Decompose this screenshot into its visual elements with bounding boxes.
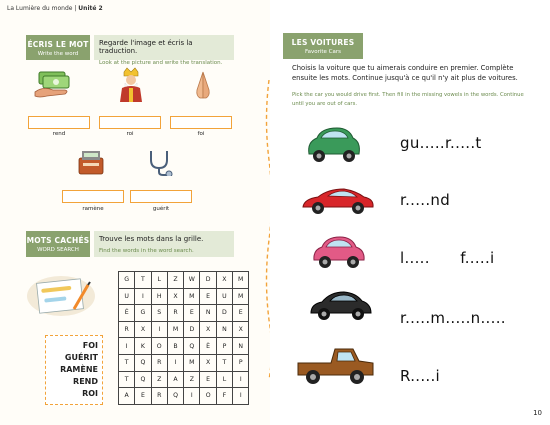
grid-cell[interactable]: O <box>200 388 216 405</box>
grid-cell[interactable]: W <box>184 272 200 289</box>
grid-cell[interactable]: X <box>200 321 216 338</box>
answer-box-foi[interactable] <box>170 116 232 129</box>
grid-cell[interactable]: L <box>151 272 167 289</box>
grid-cell[interactable]: A <box>119 388 135 405</box>
book-header: La Lumière du monde | Unité 2 <box>7 5 103 12</box>
stethoscope-icon <box>145 148 175 176</box>
cars-header <box>283 33 363 59</box>
word-search-subtitle: WORD SEARCH <box>37 247 79 253</box>
grid-cell[interactable]: G <box>135 305 151 322</box>
word-label-roi: roi <box>126 131 134 137</box>
write-word-subtitle: Write the word <box>37 51 79 57</box>
red-car-icon <box>300 183 376 217</box>
unit-label: Unité 2 <box>78 5 103 12</box>
write-word-title: ÉCRIS LE MOT <box>27 40 89 49</box>
word-label-rend: rend <box>52 131 66 137</box>
word-search-instruction-en: Find the words in the word search. <box>99 248 194 254</box>
grid-cell[interactable]: R <box>119 321 135 338</box>
grid-cell[interactable]: I <box>119 338 135 355</box>
grid-cell[interactable]: M <box>167 321 183 338</box>
praying-hands-icon <box>188 68 218 100</box>
cars-intro: Choisis la voiture que tu aimerais conduire en premier. Complète ensuite les mots. Continue jusqu'à ce qu'il n'y ait plus de voitures. <box>292 64 518 82</box>
word-search-illustration <box>26 275 96 317</box>
grid-cell[interactable]: È <box>200 338 216 355</box>
grid-cell[interactable]: D <box>184 321 200 338</box>
grid-cell[interactable]: O <box>151 338 167 355</box>
grid-cell[interactable]: X <box>200 354 216 371</box>
grid-cell[interactable]: Q <box>167 388 183 405</box>
grid-cell[interactable]: T <box>216 354 232 371</box>
grid-row <box>119 272 249 289</box>
write-word-instruction: Regarde l'image et écris la traduction. <box>99 39 193 55</box>
grid-cell[interactable]: P <box>216 338 232 355</box>
book-title: La Lumière du monde <box>7 5 73 12</box>
grid-cell[interactable]: E <box>184 305 200 322</box>
write-word-instruction-en: Look at the picture and write the translation. <box>99 60 223 66</box>
answer-box-roi[interactable] <box>99 116 161 129</box>
word-search-header <box>26 231 90 257</box>
grid-cell[interactable]: N <box>233 338 249 355</box>
grid-cell[interactable]: E <box>200 288 216 305</box>
car-clue-1: gu.....r.....t <box>400 134 482 152</box>
word-list-item: GUÉRIT <box>64 353 98 362</box>
grid-cell[interactable]: R <box>151 354 167 371</box>
grid-cell[interactable]: T <box>119 371 135 388</box>
brown-truck-icon <box>295 343 377 387</box>
word-list <box>45 335 103 405</box>
car-clue-4: r.....m.....n..... <box>400 309 506 327</box>
grid-cell[interactable]: I <box>167 354 183 371</box>
grid-cell[interactable]: U <box>119 288 135 305</box>
grid-row <box>119 321 249 338</box>
grid-cell[interactable]: U <box>216 288 232 305</box>
grid-row <box>119 288 249 305</box>
green-car-icon <box>303 124 363 166</box>
grid-row <box>119 338 249 355</box>
word-list-item: RAMÈNE <box>60 365 98 374</box>
word-label-guerit: guérit <box>152 206 170 212</box>
car-clue-2: r.....nd <box>400 191 451 209</box>
grid-cell[interactable]: M <box>184 354 200 371</box>
grid-cell[interactable]: E <box>200 371 216 388</box>
grid-row <box>119 354 249 371</box>
grid-cell[interactable]: I <box>135 288 151 305</box>
word-list-item: ROI <box>82 389 98 398</box>
grid-cell[interactable]: Q <box>135 354 151 371</box>
grid-cell[interactable]: F <box>216 388 232 405</box>
grid-cell[interactable]: X <box>233 321 249 338</box>
grid-cell[interactable]: D <box>216 305 232 322</box>
cars-intro-en: Pick the car you would drive first. Then fill in the missing vowels in the words. Continue until you are out of cars. <box>292 92 524 107</box>
grid-cell[interactable]: Z <box>167 272 183 289</box>
grid-cell[interactable]: Q <box>135 371 151 388</box>
grid-cell[interactable]: S <box>151 305 167 322</box>
grid-cell[interactable]: E <box>135 388 151 405</box>
money-hand-icon <box>33 68 73 100</box>
grid-cell[interactable]: D <box>200 272 216 289</box>
grid-cell[interactable]: H <box>151 288 167 305</box>
grid-cell[interactable]: É <box>119 305 135 322</box>
grid-cell[interactable]: M <box>233 288 249 305</box>
answer-box-ramene[interactable] <box>62 190 124 203</box>
black-car-icon <box>308 287 374 323</box>
pink-car-icon <box>310 232 368 272</box>
grid-row <box>119 371 249 388</box>
word-search-grid <box>118 271 249 405</box>
write-word-instruction-box <box>94 35 234 66</box>
left-page <box>0 0 270 425</box>
grid-cell[interactable]: I <box>233 371 249 388</box>
grid-cell[interactable]: M <box>184 288 200 305</box>
cars-title: LES VOITURES <box>291 38 355 47</box>
grid-cell[interactable]: X <box>135 321 151 338</box>
grid-cell[interactable]: B <box>167 338 183 355</box>
grid-cell[interactable]: R <box>151 388 167 405</box>
grid-row <box>119 305 249 322</box>
grid-cell[interactable]: G <box>119 272 135 289</box>
word-search-instruction-box <box>94 231 234 257</box>
grid-cell[interactable]: M <box>233 272 249 289</box>
grid-cell[interactable]: Q <box>184 338 200 355</box>
word-search-title: MOTS CACHÉS <box>26 236 90 245</box>
grid-cell[interactable]: T <box>119 354 135 371</box>
word-list-item: REND <box>73 377 98 386</box>
word-label-ramene: ramène <box>82 206 104 212</box>
grid-cell[interactable]: N <box>216 321 232 338</box>
grid-cell[interactable]: K <box>135 338 151 355</box>
cars-subtitle: Favorite Cars <box>304 49 342 55</box>
word-list-item: FOI <box>82 341 98 350</box>
write-word-header <box>26 35 90 60</box>
grid-cell[interactable]: I <box>184 388 200 405</box>
car-clue-3: l..... f.....i <box>400 249 495 267</box>
grid-cell[interactable]: Z <box>184 371 200 388</box>
grid-cell[interactable]: A <box>167 371 183 388</box>
king-icon <box>116 66 146 102</box>
grid-cell[interactable]: I <box>151 321 167 338</box>
grid-cell[interactable]: X <box>216 272 232 289</box>
grid-row <box>119 388 249 405</box>
grid-cell[interactable]: T <box>135 272 151 289</box>
word-search-instruction: Trouve les mots dans la grille. <box>99 235 204 243</box>
grid-cell[interactable]: X <box>167 288 183 305</box>
grid-cell[interactable]: Z <box>151 371 167 388</box>
answer-box-rend[interactable] <box>28 116 90 129</box>
word-label-foi: foi <box>197 131 205 137</box>
grid-cell[interactable]: E <box>233 305 249 322</box>
cash-register-icon <box>76 148 106 176</box>
car-clue-5: R.....i <box>400 367 440 385</box>
page-number: 10 <box>533 409 542 417</box>
grid-cell[interactable]: R <box>167 305 183 322</box>
grid-cell[interactable]: I <box>233 388 249 405</box>
grid-cell[interactable]: N <box>200 305 216 322</box>
grid-cell[interactable]: L <box>216 371 232 388</box>
answer-box-guerit[interactable] <box>130 190 192 203</box>
grid-cell[interactable]: P <box>233 354 249 371</box>
